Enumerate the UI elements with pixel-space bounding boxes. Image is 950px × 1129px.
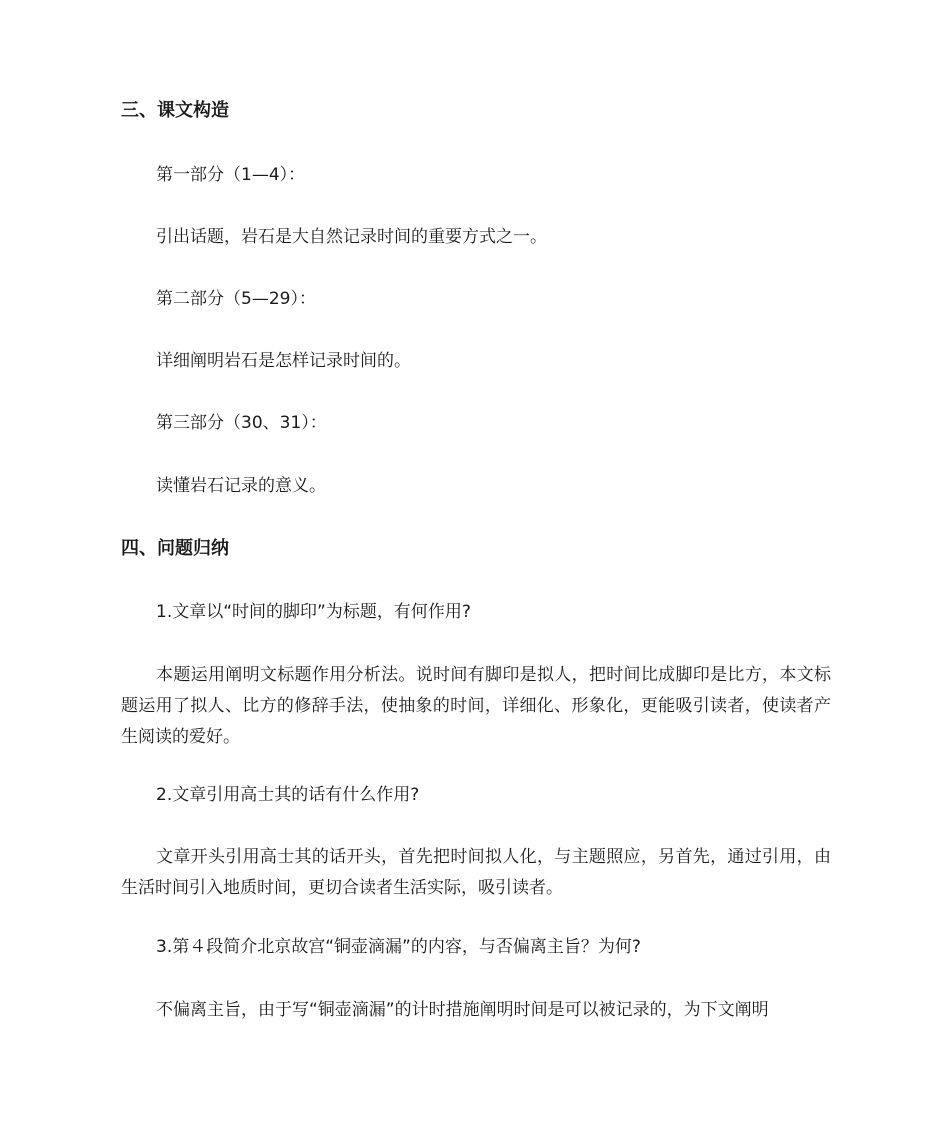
answer-1: 本题运用阐明文标题作用分析法。说时间有脚印是拟人，把时间比成脚印是比方，本文标题运用了拟人、比方的修辞手法，使抽象的时间，详细化、形象化，更能吸引读者，使读者产生阅读的爱好。	[121, 665, 831, 747]
part-three-text: 读懂岩石记录的意义。	[156, 476, 326, 496]
answer-2: 文章开头引用高士其的话开头，首先把时间拟人化，与主题照应，另首先，通过引用，由生活时间引入地质时间，更切合读者生活实际，吸引读者。	[121, 847, 831, 898]
part-two-text: 详细阐明岩石是怎样记录时间的。	[156, 351, 411, 371]
question-2: 2.文章引用高士其的话有什么作用?	[156, 785, 420, 805]
part-two-title: 第二部分（5—29）：	[156, 289, 316, 309]
answer-3: 不偏离主旨，由于写“铜壶滴漏”的计时措施阐明时间是可以被记录的，为下文阐明	[156, 1000, 769, 1020]
part-one-title: 第一部分（1—4）：	[156, 165, 306, 185]
part-one-text: 引出话题，岩石是大自然记录时间的重要方式之一。	[156, 227, 547, 247]
question-3: 3.第４段简介北京故宫“铜壶滴漏”的内容，与否偏离主旨？为何?	[156, 937, 641, 957]
section-heading-questions: 四、问题归纳	[121, 538, 229, 559]
question-1: 1.文章以“时间的脚印”为标题，有何作用?	[156, 602, 471, 622]
section-heading-structure: 三、课文构造	[121, 100, 229, 121]
part-three-title: 第三部分（30、31）：	[156, 413, 327, 433]
